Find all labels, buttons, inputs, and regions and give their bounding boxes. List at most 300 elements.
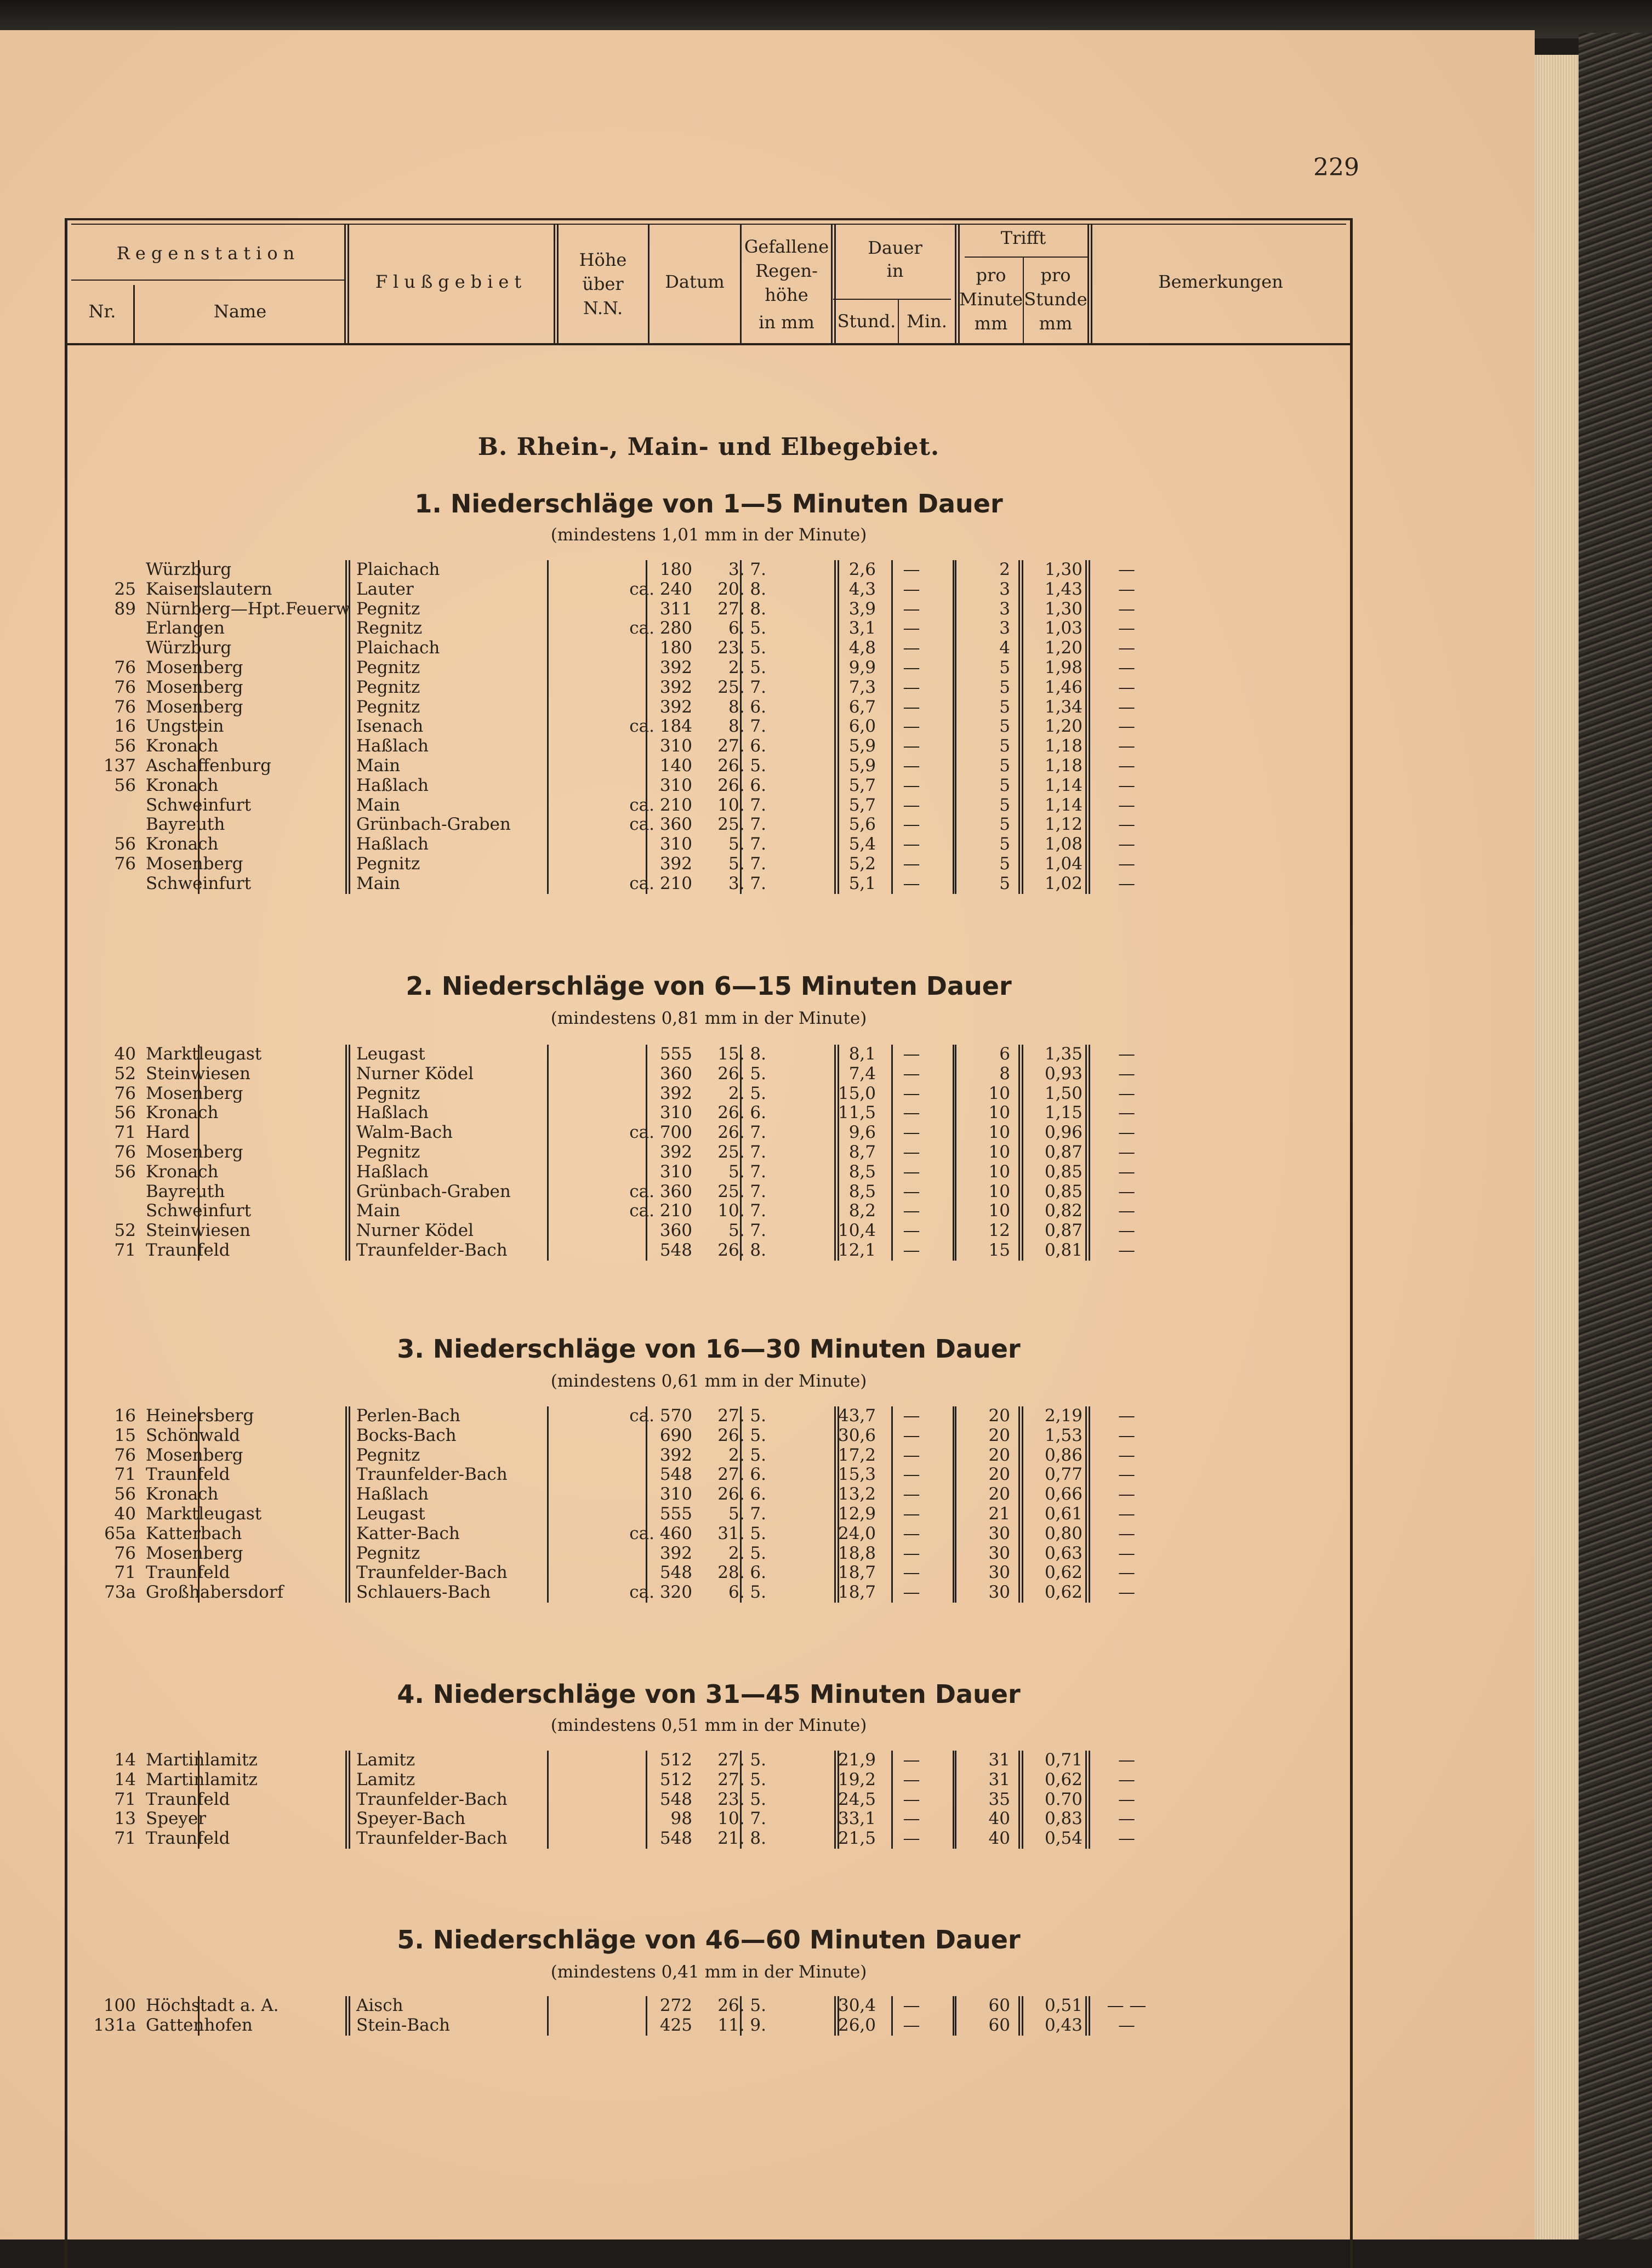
main-title: B. Rhein-, Main- und Elbegebiet. [477,433,940,461]
datum: 5. 7. [728,834,766,854]
hoehe: 555 [659,1503,692,1524]
hoehe: 392 [659,1142,692,1162]
datum: 2. 5. [728,1543,766,1563]
datum: 25. 7. [717,1181,766,1201]
section-4-rows [65,1751,1353,1849]
station-nr: 137 [103,755,136,776]
header-gefallene-line2: Regen- [755,260,818,281]
station-name: Kaiserslautern [146,579,272,599]
datum: 23. 5. [717,1789,766,1809]
dauer-stunden: — [903,599,920,619]
pro-minute: 1,34 [1044,697,1083,717]
regenhoehe: 17,2 [838,1445,876,1465]
dauer-minuten: 4 [999,638,1010,658]
pro-stunde: — [1118,579,1135,599]
table-row [65,1143,1353,1163]
hoehe: 425 [659,2015,692,2035]
table-row [65,1045,1353,1064]
pro-minute: 0,85 [1044,1161,1083,1182]
dauer-stunden: — [903,1582,920,1603]
regenhoehe: 12,1 [838,1240,876,1260]
table-row [65,756,1353,776]
dauer-minuten: 5 [999,657,1010,677]
station-nr: 76 [114,1142,136,1162]
station-name: Kronach [146,834,219,854]
pro-stunde: — [1118,599,1135,619]
flussgebiet: Walm-Bach [356,1122,453,1143]
dauer-stunden: — [903,1809,920,1829]
table-row [65,619,1353,639]
regenhoehe: 19,2 [838,1769,876,1790]
dauer-stunden: — [903,1083,920,1103]
pro-minute: 1,30 [1044,599,1083,619]
regenhoehe: 5,9 [848,755,876,776]
station-nr: 71 [114,1828,136,1849]
flussgebiet: Aisch [356,1996,403,2015]
dauer-stunden: — [903,853,920,874]
datum: 8. 7. [728,716,766,737]
regenhoehe: 18,7 [838,1582,876,1603]
flussgebiet: Leugast [356,1503,425,1524]
datum: 21. 8. [717,1828,766,1849]
dauer-stunden: — [903,1523,920,1543]
dauer-stunden: — [903,677,920,697]
dauer-minuten: 3 [999,599,1010,619]
station-name: Mosenberg [146,853,243,874]
regenhoehe: 3,9 [848,599,876,619]
dauer-stunden: — [903,814,920,835]
dauer-minuten: 10 [988,1181,1010,1201]
table-row [65,1505,1353,1524]
hoehe: ca. 184 [629,716,692,737]
flussgebiet: Grünbach-Graben [356,814,511,835]
regenhoehe: 33,1 [838,1809,876,1829]
dauer-stunden: — [903,1503,920,1524]
dauer-stunden: — [903,1103,920,1123]
table-row [65,854,1353,874]
pro-stunde: — [1118,1464,1135,1485]
pro-minute: 1,15 [1044,1103,1083,1123]
flussgebiet: Lauter [356,579,414,599]
header-trifft: Trifft [1000,227,1046,248]
dauer-stunden: — [903,775,920,795]
dauer-minuten: 35 [988,1789,1010,1809]
station-name: Traunfeld [146,1563,230,1583]
station-name: Schweinfurt [146,795,252,815]
pro-minute: 0,87 [1044,1221,1083,1241]
section-1-title: 1. Niederschläge von 1—5 Minuten Dauer [414,489,1003,518]
pro-minute: 0,62 [1044,1769,1083,1790]
hoehe: ca. 320 [629,1582,692,1603]
datum: 26. 5. [717,1063,766,1084]
pro-stunde: — [1118,716,1135,737]
flussgebiet: Traunfelder-Bach [356,1828,508,1849]
pro-minute: 1,53 [1044,1425,1083,1445]
table-row [65,815,1353,835]
station-name: Höchstadt a. A. [146,1996,279,2015]
station-nr: 52 [114,1221,136,1241]
table-row [65,1446,1353,1466]
dauer-minuten: 30 [988,1582,1010,1603]
station-nr: 76 [114,1445,136,1465]
pro-minute: 0,63 [1044,1543,1083,1563]
col-rule-min [955,225,956,343]
regenhoehe: 12,9 [838,1503,876,1524]
regenhoehe: 8,5 [848,1181,876,1201]
station-nr: 71 [114,1789,136,1809]
regenhoehe: 18,7 [838,1563,876,1583]
datum: 2. 5. [728,1083,766,1103]
station-name: Kronach [146,736,219,756]
header-datum: Datum [665,271,725,292]
pro-stunde: — [1118,1240,1135,1260]
regenhoehe: 24,0 [838,1523,876,1543]
hoehe: 180 [659,560,692,579]
station-name: Martinlamitz [146,1750,258,1770]
pro-minute: 1,04 [1044,853,1083,874]
section-5-subtitle: (mindestens 0,41 mm in der Minute) [550,1962,867,1982]
station-nr: 71 [114,1563,136,1583]
dauer-minuten: 60 [988,2015,1010,2035]
pro-minute: 1,18 [1044,755,1083,776]
flussgebiet: Plaichach [356,560,440,579]
header-gefallene-line4: in mm [759,312,814,333]
pro-minute: 0,93 [1044,1063,1083,1084]
pro-stunde: — [1118,1484,1135,1505]
dauer-stunden: — [903,834,920,854]
dauer-stunden: — [903,1789,920,1809]
pro-stunde: — [1118,1122,1135,1143]
station-nr: 56 [114,1484,136,1505]
dauer-stunden: — [903,716,920,737]
regenhoehe: 9,9 [848,657,876,677]
datum: 23. 5. [717,638,766,658]
flussgebiet: Haßlach [356,1484,429,1505]
dauer-minuten: 60 [988,1996,1010,2015]
dauer-stunden: — [903,795,920,815]
pro-stunde: — [1118,1063,1135,1084]
hoehe: ca. 210 [629,1201,692,1221]
station-nr: 65a [104,1523,136,1543]
hoehe: ca. 210 [629,873,692,893]
pro-stunde: — [1118,657,1135,677]
datum: 5. 7. [728,1161,766,1182]
pro-minute: 1,30 [1044,560,1083,579]
hoehe: 392 [659,677,692,697]
pro-minute: 1,98 [1044,657,1083,677]
pro-minute: 0,61 [1044,1503,1083,1524]
pro-minute: 0,51 [1044,1996,1083,2015]
dauer-stunden: — [903,1543,920,1563]
station-name: Steinwiesen [146,1063,250,1084]
header-gefallene-line1: Gefallene [744,236,829,257]
table-row [65,1751,1353,1770]
hoehe: 98 [670,1809,692,1829]
table-row [65,2016,1353,2036]
regenhoehe: 5,2 [848,853,876,874]
pro-stunde: — [1118,775,1135,795]
regenhoehe: 43,7 [838,1406,876,1426]
datum: 27. 5. [717,1750,766,1770]
regenhoehe: 15,3 [838,1464,876,1485]
hoehe: 180 [659,638,692,658]
table-row [65,1406,1353,1426]
pro-stunde: — [1118,1221,1135,1241]
station-name: Schweinfurt [146,1201,252,1221]
section-3-subtitle: (mindestens 0,61 mm in der Minute) [550,1371,867,1391]
dauer-stunden: — [903,1181,920,1201]
datum: 10. 7. [717,1201,766,1221]
dauer-stunden: — [903,1996,920,2015]
station-name: Schweinfurt [146,873,252,893]
dauer-minuten: 15 [988,1240,1010,1260]
table-row [65,717,1353,737]
station-name: Mosenberg [146,1083,243,1103]
regenhoehe: 15,0 [838,1083,876,1103]
station-name: Mosenberg [146,677,243,697]
dauer-stunden: — [903,1142,920,1162]
dauer-minuten: 5 [999,716,1010,737]
datum: 8. 6. [728,697,766,717]
dauer-minuten: 2 [999,560,1010,579]
header-dauer-line1: Dauer [868,237,922,258]
header-regenstation: Regenstation [116,243,300,264]
regenhoehe: 21,5 [838,1828,876,1849]
pro-stunde: — [1118,1582,1135,1603]
dauer-stunden: — [903,1063,920,1084]
hoehe: 310 [659,1103,692,1123]
section-3-rows [65,1406,1353,1603]
hoehe: 310 [659,1161,692,1182]
pro-minute: 0,83 [1044,1809,1083,1829]
station-name: Nürnberg—Hpt.Feuerw [146,599,350,619]
pro-minute: 1,20 [1044,716,1083,737]
table-row [65,776,1353,796]
dauer-stunden: — [903,1750,920,1770]
table-row [65,796,1353,816]
pro-minute: 2,19 [1044,1406,1083,1426]
table-row [65,1790,1353,1810]
dauer-stunden: — [903,618,920,639]
station-name: Katterbach [146,1523,242,1543]
table-row [65,1770,1353,1790]
station-name: Martinlamitz [146,1769,258,1790]
datum: 2. 5. [728,657,766,677]
datum: 28. 6. [717,1563,766,1583]
station-name: Traunfeld [146,1828,230,1849]
pro-minute: 0,81 [1044,1240,1083,1260]
flussgebiet: Pegnitz [356,1083,420,1103]
regenhoehe: 5,4 [848,834,876,854]
station-name: Kronach [146,1484,219,1505]
section-1-rows [65,560,1353,894]
dauer-minuten: 10 [988,1142,1010,1162]
hoehe: 555 [659,1044,692,1064]
datum: 26. 6. [717,775,766,795]
regenhoehe: 5,7 [848,795,876,815]
pro-minute: 1,12 [1044,814,1083,835]
section-3-title: 3. Niederschläge von 16—30 Minuten Dauer [397,1334,1021,1364]
pro-stunde: — [1118,1142,1135,1162]
dauer-minuten: 20 [988,1484,1010,1505]
header-min: Min. [907,311,947,332]
table-row [65,1485,1353,1505]
station-name: Kronach [146,775,219,795]
regenhoehe: 5,9 [848,736,876,756]
flussgebiet: Traunfelder-Bach [356,1240,508,1260]
station-nr: 40 [114,1044,136,1064]
flussgebiet: Pegnitz [356,657,420,677]
hoehe: ca. 360 [629,814,692,835]
dauer-minuten: 20 [988,1464,1010,1485]
station-nr: 16 [114,716,136,737]
flussgebiet: Pegnitz [356,677,420,697]
datum: 5. 7. [728,853,766,874]
section-2-title: 2. Niederschläge von 6—15 Minuten Dauer [406,971,1012,1001]
datum: 27. 5. [717,1406,766,1426]
dauer-stunden: — [903,697,920,717]
station-name: Mosenberg [146,1543,243,1563]
header-pro-minute-line1: pro [976,265,1006,286]
page-edges [1535,55,1579,2239]
datum: 26. 5. [717,1425,766,1445]
dauer-minuten: 6 [999,1044,1010,1064]
datum: 25. 7. [717,814,766,835]
station-nr: 56 [114,1103,136,1123]
dauer-minuten: 3 [999,618,1010,639]
pro-stunde: — [1118,1789,1135,1809]
datum: 5. 7. [728,1503,766,1524]
datum: 25. 7. [717,677,766,697]
regenhoehe: 26,0 [838,2015,876,2035]
datum: 27. 6. [717,1464,766,1485]
pro-stunde: — [1118,697,1135,717]
header-hoehe-line1: Höhe [579,249,627,270]
station-name: Würzburg [146,638,232,658]
flussgebiet: Traunfelder-Bach [356,1563,508,1583]
section-1-subtitle: (mindestens 1,01 mm in der Minute) [550,525,867,545]
dauer-stunden: — [903,579,920,599]
pro-stunde: — [1118,1201,1135,1221]
flussgebiet: Perlen-Bach [356,1406,460,1426]
header-pro-stunde-line2: Stunde [1024,289,1087,310]
header-pro-minute-line2: Minute [959,289,1023,310]
regenhoehe: 30,6 [838,1425,876,1445]
regenhoehe: 8,5 [848,1161,876,1182]
station-nr: 52 [114,1063,136,1084]
dauer-minuten: 5 [999,853,1010,874]
regenhoehe: 6,7 [848,697,876,717]
pro-stunde: — [1118,1503,1135,1524]
station-name: Marktleugast [146,1044,262,1064]
dauer-minuten: 30 [988,1523,1010,1543]
station-name: Erlangen [146,618,225,639]
section-2-rows [65,1045,1353,1261]
pro-minute: 0,77 [1044,1464,1083,1485]
pro-minute: 1,20 [1044,638,1083,658]
station-nr: 16 [114,1406,136,1426]
hoehe: 548 [659,1789,692,1809]
pro-stunde: — [1118,1044,1135,1064]
station-nr: 76 [114,853,136,874]
hoehe: 392 [659,1445,692,1465]
pro-stunde: — [1118,1809,1135,1829]
pro-stunde: — [1118,834,1135,854]
datum: 20. 8. [717,579,766,599]
datum: 6. 5. [728,618,766,639]
regenhoehe: 8,7 [848,1142,876,1162]
station-nr: 56 [114,736,136,756]
pro-minute: 1,46 [1044,677,1083,697]
pro-stunde: — [1118,1083,1135,1103]
hoehe: 512 [659,1769,692,1790]
header-hoehe-line2: über [582,273,624,294]
dauer-stunden: — [903,1445,920,1465]
station-name: Schönwald [146,1425,240,1445]
header-bemerkungen: Bemerkungen [1158,271,1283,292]
dauer-minuten: 5 [999,677,1010,697]
regenhoehe: 2,6 [848,560,876,579]
regenhoehe: 13,2 [838,1484,876,1505]
dauer-minuten: 31 [988,1750,1010,1770]
station-name: Speyer [146,1809,207,1829]
station-nr: 89 [114,599,136,619]
header-regenstation-rule [71,280,345,281]
dauer-minuten: 20 [988,1406,1010,1426]
hoehe: ca. 460 [629,1523,692,1543]
pro-minute: 0,71 [1044,1750,1083,1770]
station-name: Kronach [146,1161,219,1182]
dauer-stunden: — [903,2015,920,2035]
header-name: Name [213,301,267,322]
flussgebiet: Pegnitz [356,1142,420,1162]
section-2-subtitle: (mindestens 0,81 mm in der Minute) [550,1008,867,1028]
dauer-minuten: 30 [988,1563,1010,1583]
station-nr: 14 [114,1769,136,1790]
pro-minute: 1,02 [1044,873,1083,893]
dauer-minuten: 5 [999,834,1010,854]
hoehe: 140 [659,755,692,776]
datum: 27. 6. [717,736,766,756]
datum: 26. 6. [717,1484,766,1505]
flussgebiet: Haßlach [356,736,429,756]
dauer-minuten: 3 [999,579,1010,599]
regenhoehe: 5,7 [848,775,876,795]
pro-minute: 1,35 [1044,1044,1083,1064]
pro-stunde: — [1118,1181,1135,1201]
station-name: Hard [146,1122,190,1143]
flussgebiet: Regnitz [356,618,423,639]
regenhoehe: 10,4 [838,1221,876,1241]
pro-minute: 0,54 [1044,1828,1083,1849]
datum: 31. 5. [717,1523,766,1543]
hoehe: ca. 210 [629,795,692,815]
table-row [65,1221,1353,1241]
regenhoehe: 30,4 [838,1996,876,2015]
dauer-stunden: — [903,1425,920,1445]
station-name: Mosenberg [146,657,243,677]
flussgebiet: Lamitz [356,1750,415,1770]
datum: 26. 6. [717,1103,766,1123]
pro-minute: 0,82 [1044,1201,1083,1221]
datum: 10. 7. [717,1809,766,1829]
flussgebiet: Schlauers-Bach [356,1582,491,1603]
regenhoehe: 9,6 [848,1122,876,1143]
pro-minute: 0,66 [1044,1484,1083,1505]
hoehe: 392 [659,697,692,717]
datum: 25. 7. [717,1142,766,1162]
station-name: Traunfeld [146,1464,230,1485]
